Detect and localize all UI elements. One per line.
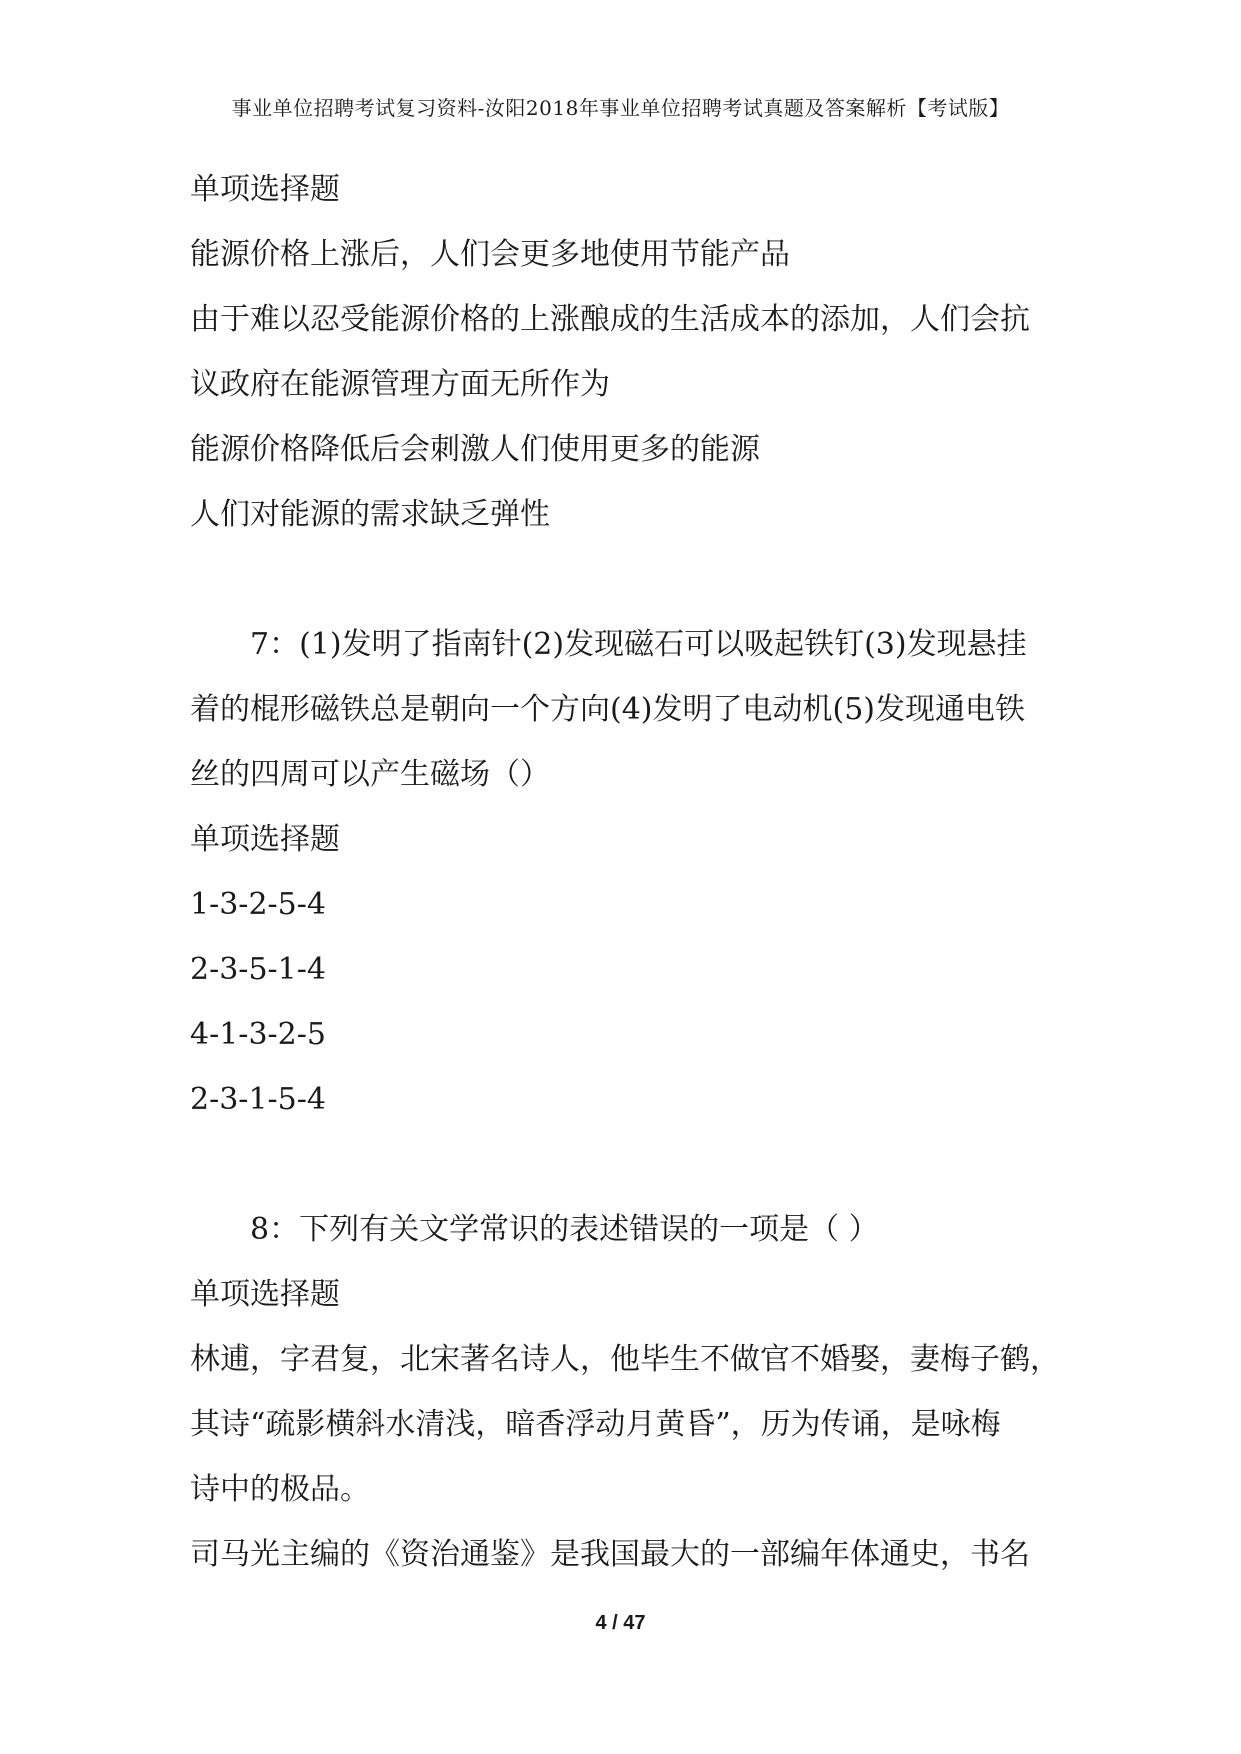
answer-option: 2-3-1-5-4: [190, 1082, 326, 1117]
answer-option: 2-3-5-1-4: [190, 952, 326, 987]
answer-option-continuation: 议政府在能源管理方面无所作为: [190, 367, 610, 402]
question-type-label: 单项选择题: [190, 822, 340, 857]
question-7: [190, 612, 1060, 1132]
question-stem-continuation: 丝的四周可以产生磁场（）: [190, 757, 550, 792]
answer-option: 司马光主编的《资治通鉴》是我国最大的一部编年体通史，书名: [190, 1537, 1030, 1572]
answer-option: 人们对能源的需求缺乏弹性: [190, 497, 550, 532]
question-type-label: 单项选择题: [190, 172, 340, 207]
answer-option: 林逋，字君复，北宋著名诗人，他毕生不做官不婚娶，妻梅子鹤，: [190, 1342, 1060, 1377]
answer-option: 4-1-3-2-5: [190, 1017, 326, 1052]
section-gap: [190, 1132, 1060, 1197]
answer-option: 能源价格降低后会刺激人们使用更多的能源: [190, 432, 760, 467]
question-stem: 7：(1)发明了指南针(2)发现磁石可以吸起铁钉(3)发现悬挂: [250, 627, 1027, 662]
answer-option: 由于难以忍受能源价格的上涨酿成的生活成本的添加，人们会抗: [190, 302, 1030, 337]
answer-option: 1-3-2-5-4: [190, 887, 326, 922]
question-stem: 8：下列有关文学常识的表述错误的一项是（ ）: [250, 1212, 879, 1247]
answer-option-continuation: 其诗“疏影横斜水清浅，暗香浮动月黄昏”，历为传诵，是咏梅: [190, 1407, 1001, 1442]
question-type-label: 单项选择题: [190, 1277, 340, 1312]
answer-option: 能源价格上涨后，人们会更多地使用节能产品: [190, 237, 790, 272]
question-stem-continuation: 着的棍形磁铁总是朝向一个方向(4)发明了电动机(5)发现通电铁: [190, 692, 1025, 727]
question-8: [190, 1197, 1060, 1587]
answer-option-continuation: 诗中的极品。: [190, 1472, 370, 1507]
section-gap: [190, 547, 1060, 612]
page-content: [190, 157, 1060, 1587]
page-number: 4 / 47: [595, 1612, 646, 1634]
running-header: 事业单位招聘考试复习资料-汝阳2018年事业单位招聘考试真题及答案解析【考试版】: [231, 96, 1010, 120]
question-6-continued: [190, 157, 1060, 547]
